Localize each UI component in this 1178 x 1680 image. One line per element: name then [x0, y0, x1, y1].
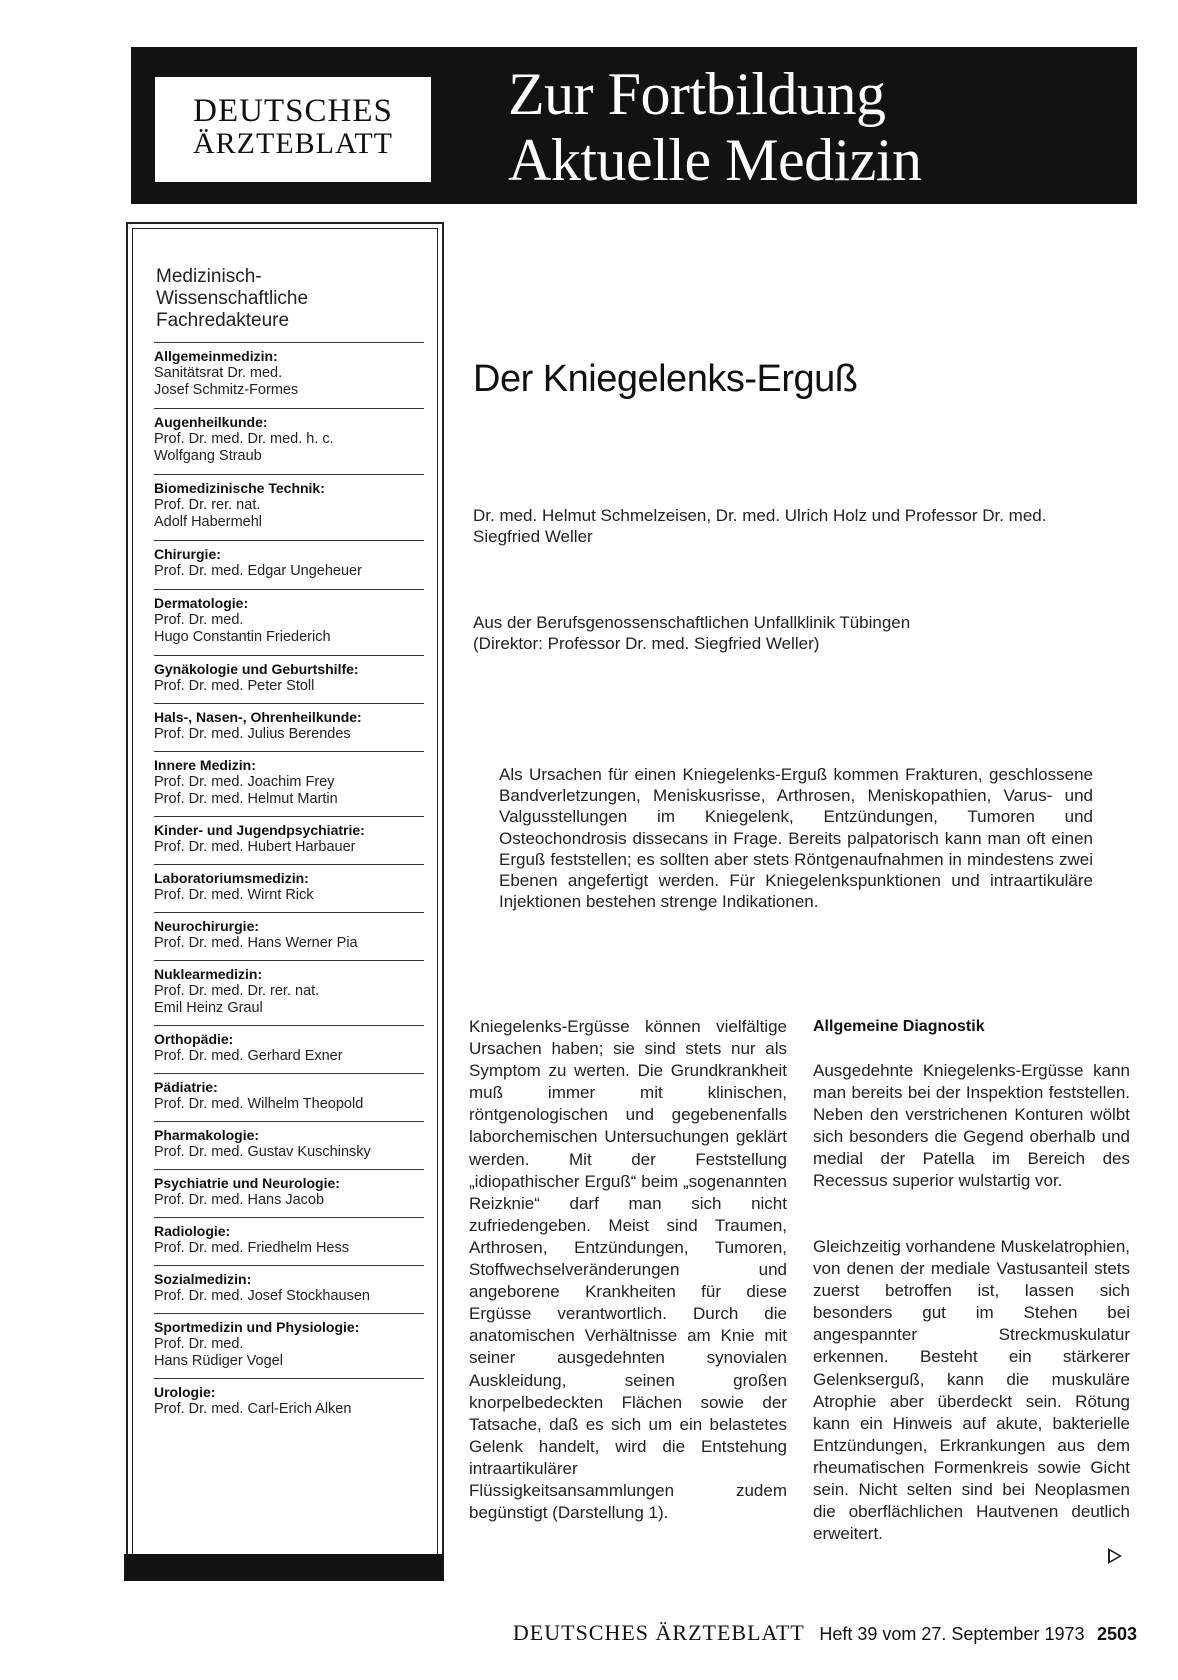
editor-name: Prof. Dr. med. Josef Stockhausen — [154, 1288, 370, 1304]
editor-list — [154, 342, 424, 1426]
editor-entry — [154, 342, 424, 399]
editor-field: Biomedizinische Technik: — [154, 480, 325, 496]
editor-name: Prof. Dr. med. Joachim Frey Prof. Dr. med. Helmut Martin — [154, 774, 338, 807]
editor-entry — [154, 751, 424, 808]
editor-entry — [154, 1169, 424, 1209]
editor-name: Prof. Dr. med. Hubert Harbauer — [154, 839, 356, 855]
editor-field: Psychiatrie und Neurologie: — [154, 1175, 340, 1191]
editor-name: Prof. Dr. med. Dr. rer. nat. Emil Heinz Graul — [154, 983, 320, 1016]
editor-name: Prof. Dr. med. Hans Jacob — [154, 1192, 325, 1208]
page-footer — [0, 1620, 1137, 1646]
editor-field: Sportmedizin und Physiologie: — [154, 1319, 360, 1335]
editor-field: Radiologie: — [154, 1223, 231, 1239]
article-affiliation — [473, 612, 1073, 654]
editor-entry — [154, 1378, 424, 1418]
editor-field: Pharmakologie: — [154, 1127, 260, 1143]
editor-name: Prof. Dr. med. Carl-Erich Alken — [154, 1401, 352, 1417]
editor-entry — [154, 1121, 424, 1161]
editor-field: Kinder- und Jugendpsychiatrie: — [154, 822, 365, 838]
editor-entry — [154, 1265, 424, 1305]
editor-field: Gynäkologie und Geburtshilfe: — [154, 661, 359, 677]
editor-entry — [154, 960, 424, 1017]
editor-name: Prof. Dr. med. Peter Stoll — [154, 678, 315, 694]
editor-name: Prof. Dr. med. Friedhelm Hess — [154, 1240, 349, 1256]
editor-entry — [154, 864, 424, 904]
editor-name: Prof. Dr. med. Gerhard Exner — [154, 1048, 343, 1064]
editor-entry — [154, 1313, 424, 1370]
editor-name: Prof. Dr. rer. nat. Adolf Habermehl — [154, 497, 262, 530]
article-title: Der Kniegelenks-Erguß — [473, 358, 858, 400]
affiliation-line: Aus der Berufsgenossenschaftlichen Unfallklinik Tübingen — [473, 613, 911, 632]
journal-logo — [155, 77, 431, 182]
article-abstract: Als Ursachen für einen Kniegelenks-Erguß kommen Frakturen, geschlossene Bandverletzungen, Meniskusrisse, Arthrosen, Meniskopathien, Varus- und Valgusstellungen im Kniegelenk, Entzündungen, Tumoren und Osteochondrosis dissecans in Frage. Bereits palpatorisch kann man oft einen Erguß feststellen; es sollten aber stets Röntgenaufnahmen in mindestens zwei Ebenen angefertigt werden. Für Kniegelenkspunktionen und intraartikuläre Injektionen bestehen strenge Indikationen. — [499, 765, 1093, 912]
logo-line-1: DEUTSCHES — [193, 93, 393, 129]
sidebar-heading-line: Medizinisch- — [156, 266, 262, 287]
body-column-2-paragraph-1: Ausgedehnte Kniegelenks-Ergüsse kann man bereits bei der Inspektion feststellen. Neben den verstrichenen Konturen wölbt sich besonders die Gegend oberhalb und medial der Patella im Bereich des Recessus superior wulstartig vor. — [813, 1061, 1130, 1191]
editor-entry — [154, 1025, 424, 1065]
editor-field: Urologie: — [154, 1384, 216, 1400]
editor-field: Pädiatrie: — [154, 1079, 218, 1095]
editor-field: Hals-, Nasen-, Ohrenheilkunde: — [154, 709, 362, 725]
editor-field: Allgemeinmedizin: — [154, 348, 278, 364]
footer-issue: Heft 39 vom 27. September 1973 — [819, 1624, 1085, 1644]
editor-entry — [154, 474, 424, 531]
section-heading: Allgemeine Diagnostik — [813, 1018, 985, 1035]
editor-entry — [154, 816, 424, 856]
editor-field: Chirurgie: — [154, 546, 221, 562]
triangle-right-icon — [1108, 1548, 1122, 1564]
editor-entry — [154, 1073, 424, 1113]
section-title — [508, 61, 922, 193]
editor-name: Prof. Dr. med. Hans Werner Pia — [154, 935, 358, 951]
editor-field: Innere Medizin: — [154, 757, 256, 773]
editor-field: Neurochirurgie: — [154, 918, 260, 934]
editor-field: Orthopädie: — [154, 1031, 234, 1047]
editor-name: Prof. Dr. med. Hugo Constantin Friederich — [154, 612, 331, 645]
editor-name: Prof. Dr. med. Wirnt Rick — [154, 887, 314, 903]
logo-line-2: ÄRZTEBLATT — [193, 127, 393, 160]
page-number: 2503 — [1096, 1624, 1137, 1644]
sidebar-heading-line: Wissenschaftliche — [156, 288, 309, 309]
editor-field: Nuklearmedizin: — [154, 966, 263, 982]
editor-name: Prof. Dr. med. Gustav Kuschinsky — [154, 1144, 371, 1160]
section-title-line-2: Aktuelle Medizin — [508, 127, 922, 193]
sidebar-heading-line: Fachredakteure — [156, 310, 290, 331]
affiliation-line: (Direktor: Professor Dr. med. Siegfried Weller) — [473, 634, 820, 653]
editors-sidebar — [126, 222, 444, 1566]
editor-name: Prof. Dr. med. Dr. med. h. c. Wolfgang Straub — [154, 431, 334, 464]
section-title-line-1: Zur Fortbildung — [508, 61, 886, 127]
editor-entry — [154, 703, 424, 743]
editor-entry — [154, 655, 424, 695]
editor-field: Dermatologie: — [154, 595, 249, 611]
sidebar-heading — [156, 266, 308, 332]
footer-journal: DEUTSCHES ÄRZTEBLATT — [512, 1620, 805, 1645]
editor-field: Augenheilkunde: — [154, 414, 268, 430]
editor-field: Sozialmedizin: — [154, 1271, 252, 1287]
editor-entry — [154, 408, 424, 465]
editor-entry — [154, 912, 424, 952]
body-column-2-paragraph-2: Gleichzeitig vorhandene Muskelatrophien, von denen der mediale Vastusanteil stets zuerst betroffen ist, lassen sich besonders gut im Stehen bei angespannter Streckmuskulatur erkennen. Besteht ein stärkerer Gelenkserguß, kann die muskuläre Atrophie aber überdeckt sein. Rötung kann ein Hinweis auf akute, bakterielle Entzündungen, Erkrankungen aus dem rheumatischen Formenkreis sowie Gicht sein. Nicht selten sind bei Neoplasmen die oberflächlichen Hautvenen deutlich erweitert. — [813, 1237, 1130, 1544]
editor-name: Sanitätsrat Dr. med. Josef Schmitz-Formes — [154, 365, 299, 398]
editor-entry — [154, 1217, 424, 1257]
journal-header — [131, 47, 1137, 204]
editor-name: Prof. Dr. med. Hans Rüdiger Vogel — [154, 1336, 283, 1369]
editor-name: Prof. Dr. med. Julius Berendes — [154, 726, 351, 742]
body-column-1: Kniegelenks-Ergüsse können vielfältige Ursachen haben; sie sind stets nur als Symptom zu werten. Die Grundkrankheit muß immer mit klinischen, röntgenologischen und gegebenenfalls laborchemischen Untersuchungen geklärt werden. Mit der Feststellung „idiopathischer Erguß“ beim „sogenannten Reizknie“ darf man sich nicht zufriedengeben. Meist sind Traumen, Arthrosen, Entzündungen, Tumoren, Stoffwechselveränderungen und angeborene Krankheiten für diese Ergüsse verantwortlich. Durch die anatomischen Verhältnisse am Knie mit seiner ausgedehnten synovialen Auskleidung, seinen großen knorpelbedeckten Flächen sowie der Tatsache, daß es sich um ein belastetes Gelenk handelt, wird die Entstehung intraartikulärer Flüssigkeitsansammlungen zudem begünstigt (Darstellung 1). — [469, 1017, 787, 1523]
sidebar-bottom-bar — [124, 1554, 444, 1581]
editor-entry — [154, 540, 424, 580]
editor-name: Prof. Dr. med. Edgar Ungeheuer — [154, 563, 362, 579]
editor-entry — [154, 589, 424, 646]
editor-name: Prof. Dr. med. Wilhelm Theopold — [154, 1096, 364, 1112]
editor-field: Laboratoriumsmedizin: — [154, 870, 309, 886]
article-authors: Dr. med. Helmut Schmelzeisen, Dr. med. Ulrich Holz und Professor Dr. med. Siegfried Weller — [473, 506, 1047, 546]
